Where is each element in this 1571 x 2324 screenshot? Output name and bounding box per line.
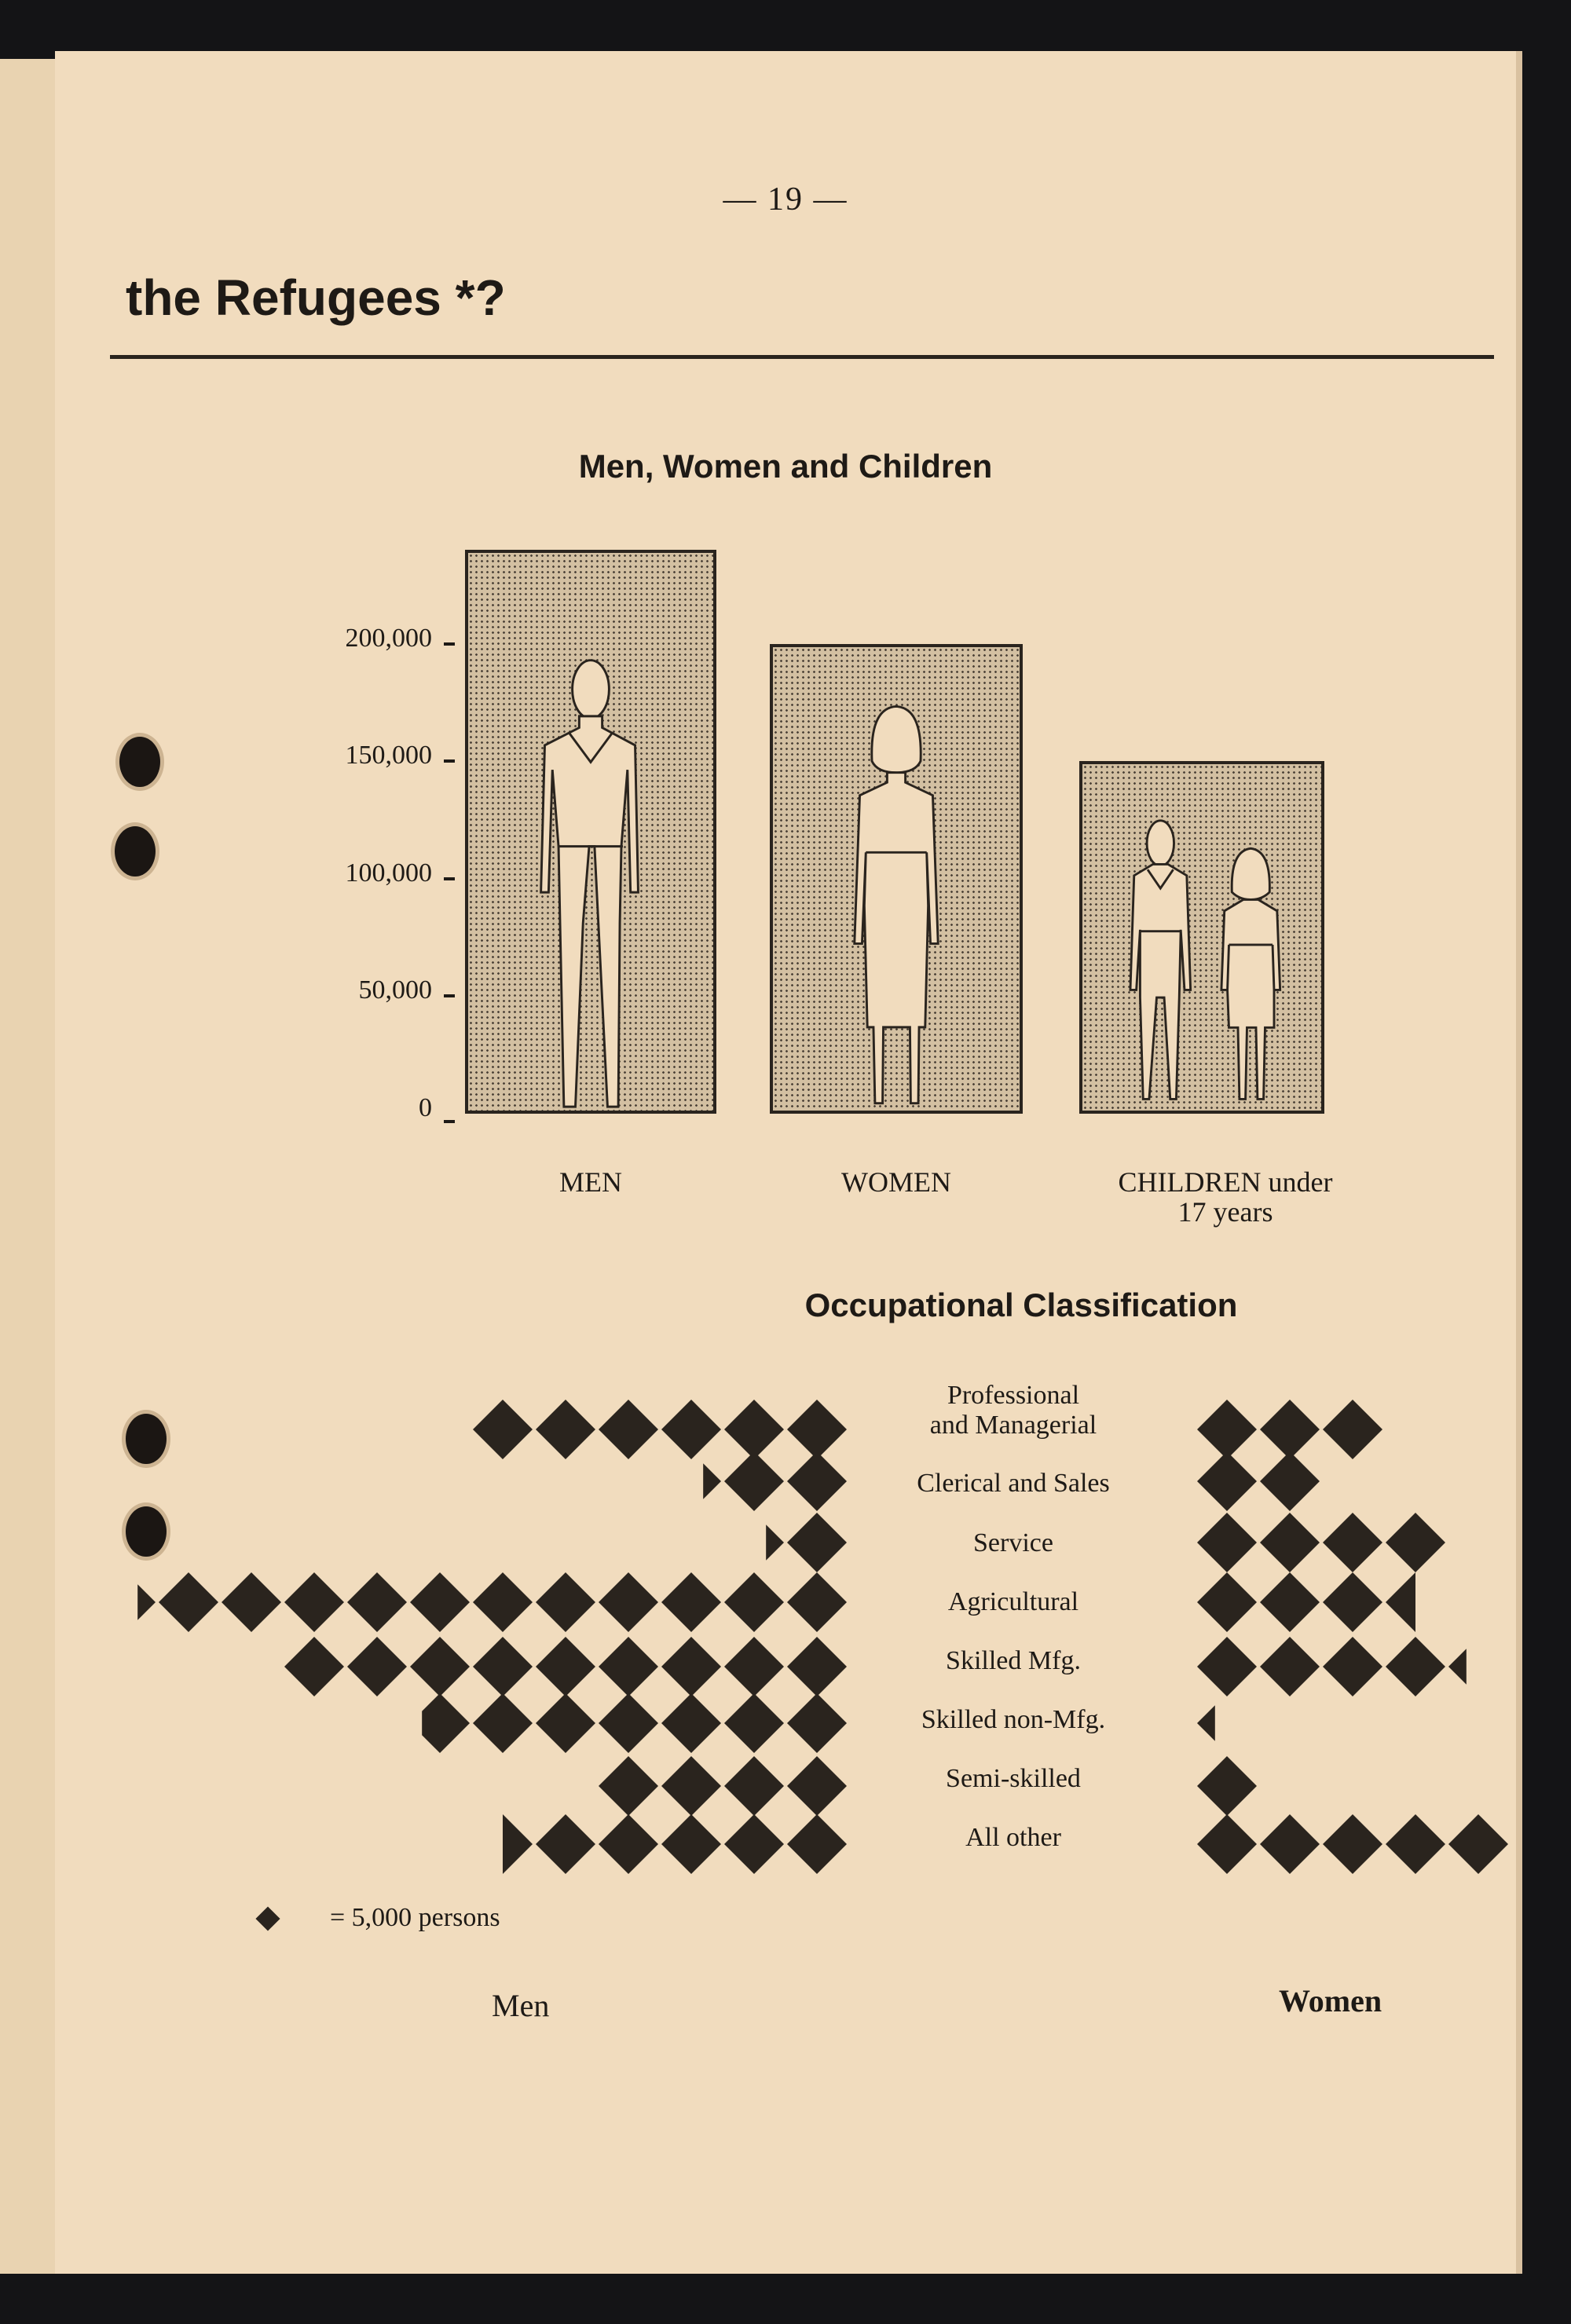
women-series-label: Women <box>1279 1983 1382 2018</box>
occupation-category-label: All other <box>965 1823 1061 1852</box>
y-tick-mark <box>444 994 455 997</box>
woman-figure-icon <box>773 647 1020 1111</box>
man-figure-icon <box>468 553 713 1111</box>
y-tick-label: 50,000 <box>358 975 432 1005</box>
title-rule <box>110 355 1494 359</box>
binder-hole <box>115 826 156 877</box>
y-tick-label: 200,000 <box>345 623 432 653</box>
binder-hole <box>126 1506 167 1557</box>
binder-hole <box>119 737 160 787</box>
y-tick-mark <box>444 1120 455 1123</box>
occupation-category-label: Skilled non-Mfg. <box>921 1705 1106 1734</box>
occupation-category-label: Semi-skilled <box>946 1764 1081 1793</box>
bar-women <box>770 644 1023 1114</box>
bar-men <box>465 550 716 1114</box>
page-number: — 19 — <box>723 181 848 218</box>
y-tick-label: 100,000 <box>345 858 432 888</box>
occupation-category-label: Professional <box>947 1381 1080 1410</box>
x-category-label: WOMEN <box>841 1166 951 1198</box>
occupation-category-label: and Managerial <box>929 1411 1097 1440</box>
children-figures-icon <box>1082 764 1321 1111</box>
y-tick-label: 150,000 <box>345 741 432 770</box>
men-series-label: Men <box>492 1988 550 2023</box>
y-tick-mark <box>444 642 455 646</box>
x-category-label: CHILDREN under <box>1118 1166 1333 1198</box>
occupation-category-label: Service <box>973 1528 1053 1557</box>
legend-text: = 5,000 persons <box>330 1903 500 1932</box>
chart-title-population: Men, Women and Children <box>578 448 993 485</box>
y-tick-mark <box>444 877 455 880</box>
occupation-category-label: Skilled Mfg. <box>946 1646 1081 1675</box>
x-category-label: MEN <box>559 1166 622 1198</box>
occupation-category-label: Agricultural <box>947 1587 1079 1616</box>
page-title: the Refugees *? <box>126 269 506 326</box>
bar-children <box>1079 761 1324 1114</box>
x-category-label: 17 years <box>1177 1196 1273 1228</box>
y-tick-label: 0 <box>419 1093 432 1122</box>
chart-title-occupation: Occupational Classification <box>804 1286 1238 1323</box>
binder-hole <box>126 1414 167 1464</box>
booklet-page <box>55 51 1522 2274</box>
y-tick-mark <box>444 759 455 763</box>
occupation-category-label: Clerical and Sales <box>917 1469 1110 1498</box>
